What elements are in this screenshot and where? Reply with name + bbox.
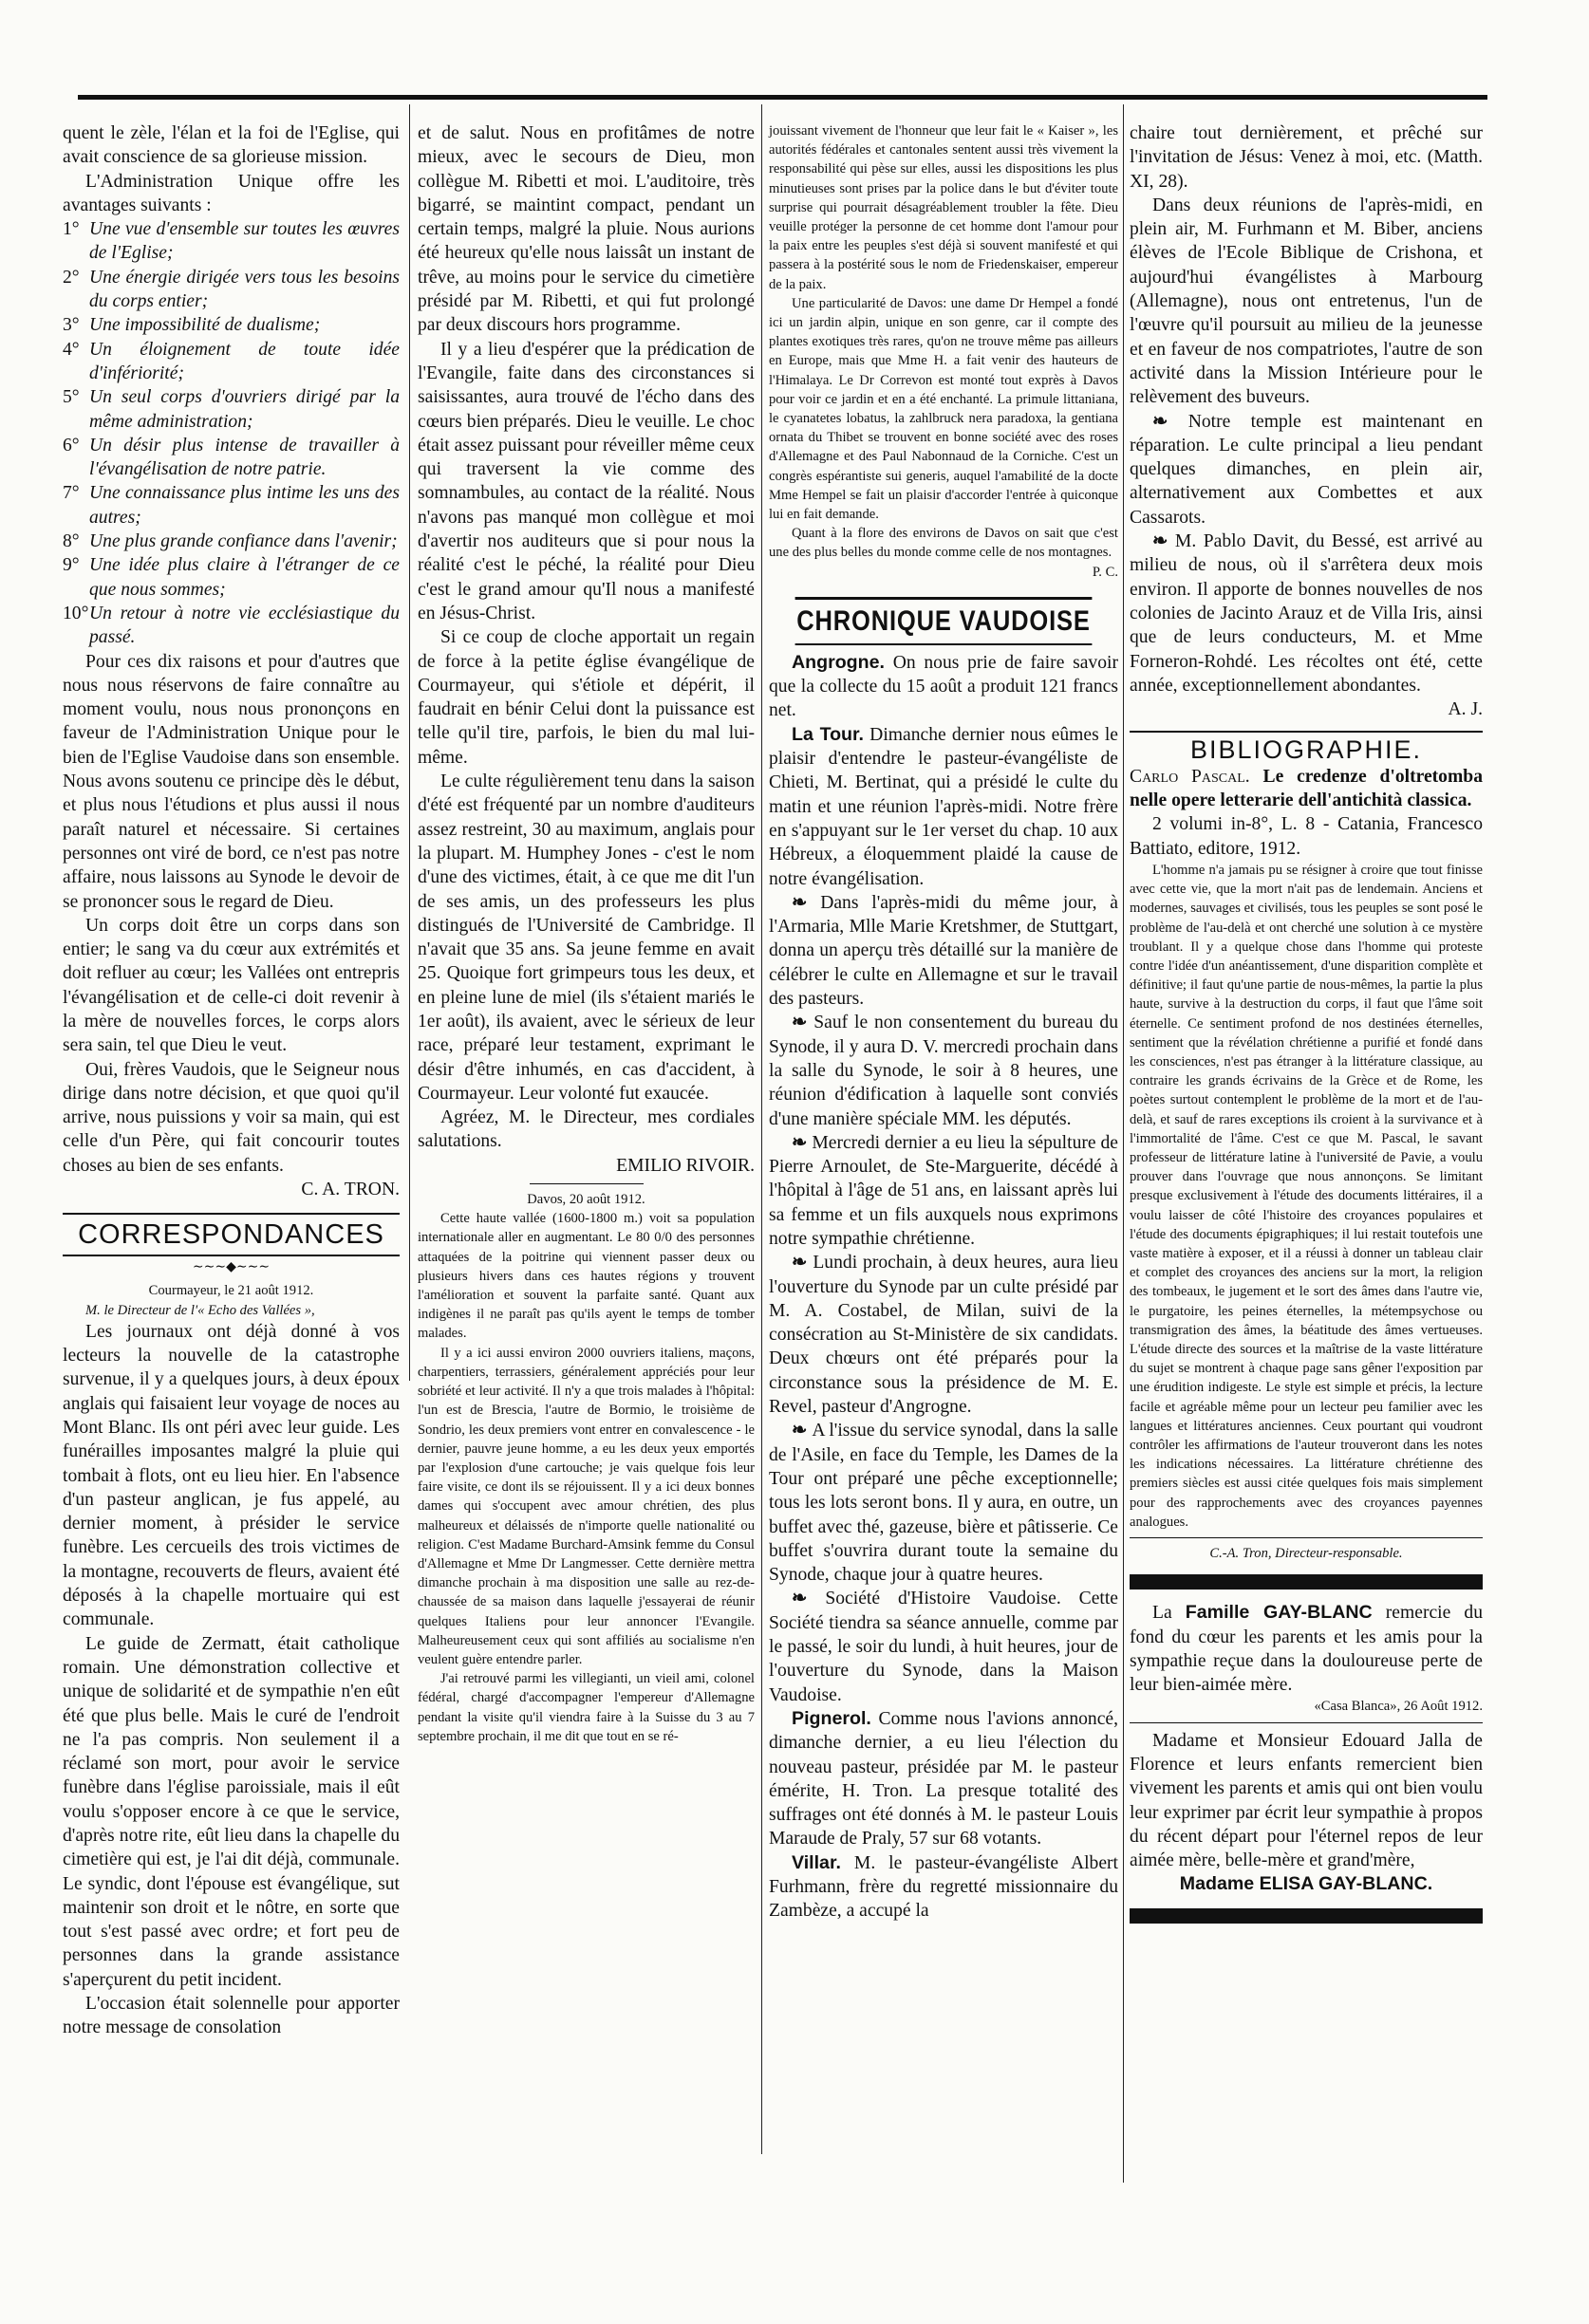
ornament: ∼∼∼◆∼∼∼	[192, 1260, 271, 1275]
bullet-icon: ❧	[792, 1132, 813, 1153]
column-divider	[409, 104, 410, 1381]
bibliographie-heading: BIBLIOGRAPHIE.	[1130, 731, 1483, 762]
paragraph: Oui, frères Vaudois, que le Seigneur nous dirige dans notre décision, et que quoi qu'il arrive, nous puissions y voir sa main, qui est celle d'un Père, qui fait concourir toutes choses au bien de ses enfants.	[63, 1059, 400, 1176]
bullet-icon: ❧	[1152, 531, 1175, 552]
divider	[1130, 1722, 1483, 1723]
paragraph: quent le zèle, l'élan et la foi de l'Eglise, qui avait conscience de sa glorieuse mission.	[63, 123, 400, 168]
news-item: ❧ Notre temple est maintenant en réparation. Le culte principal a lieu pendant quelques dimanches, en plein air, alternativement aux Combettes et aux Cassarots.	[1130, 411, 1483, 528]
news-item: ❧ Lundi prochain, à deux heures, aura lieu l'ouverture du Synode par un culte présidé par M. A. Costabel, de Milan, suivi de la consécration au St-Ministère de six candidats. Deux chœurs ont été préparés pour la circonstance sous la présidence de M. E. Revel, pasteur d'Angrogne.	[769, 1253, 1118, 1418]
paragraph: Il y a ici aussi environ 2000 ouvriers italiens, maçons, charpentiers, terrassiers, généralement appréciés pour leur sobriété et leur activité. Il n'y a que trois malades à l'hôpital: l'un est de Brescia, l'autre de Bormio, le troisième de Sondrio, les deux premiers vont entrer en convalescence - le dernier, pauvre jeune homme, a eu les deux yeux emportés par l'explosion d'une cartouche; je vais quelque fois leur faire visite, ce dont ils se réjouissent. Il y a ici deux bonnes dames qui s'occupent avec amour chrétien, des plus malheureux et délaissés de n'importe quelle nationalité ou religion. C'est Madame Burchard-Amsink femme du Consul d'Allemagne et Mme Dr Langmesser. Cette dernière mettra dimanche prochain à ma disposition une salle au rez-de-chaussée de sa maison dans laquelle j'essayerai de réunir quelques Italiens pour leur annoncer l'Evangile. Malheureusement ceux qui sont affiliés au socialisme n'en veulent guère entendre parler.	[418, 1345, 755, 1667]
list-item: 2° Une énergie dirigée vers tous les besoins du corps entier;	[63, 267, 400, 312]
paragraph: Cette haute vallée (1600-1800 m.) voit sa population internationale aller en augmentant. Le 80 0/0 des personnes attaquées de la poitrine qui viennent passer deux ou plusieurs hivers dans ces hautes régions y trouvent l'amélioration et souvent la parfaite santé. Quant aux indigènes il ne paraît pas qu'ils ayent le temps de tomber malades.	[418, 1211, 755, 1342]
black-band	[1130, 1574, 1483, 1590]
paragraph: Pour ces dix raisons et pour d'autres que nous nous réservons de faire connaître au moment voulu, nous nous prononçons en faveur de l'Administration Unique pour le bien de l'Eglise Vaudoise dans son ensemble. Nous avons soutenu ce principe dès le début, et plus nous l'étudions et plus aussi il nous paraît naturel et nécessaire. Si certaines personnes ont viré de bord, ce n'est pas notre affaire, nous laissons au Synode le devoir de se prononcer sous le regard de Dieu.	[63, 651, 400, 912]
list-item: 1° Une vue d'ensemble sur toutes les œuvres de l'Eglise;	[63, 219, 400, 264]
news-item: ❧ A l'issue du service synodal, dans la salle de l'Asile, en face du Temple, les Dames de la Tour ont préparé une pêche exceptionnelle; tous les lots seront bons. Il y aura, en outre, un buffet avec thé, gazeuse, bière et pâtisserie. Ce buffet s'ouvrira durant toute la semaine du Synode, chaque jour à quatre heures.	[769, 1421, 1118, 1586]
paragraph: Une particularité de Davos: une dame Dr Hempel a fondé ici un jardin alpin, unique en son genre, car il compte des plantes exotiques très rares, qu'on ne trouve même pas ailleurs en Europe, mais que Mme H. a fait venir des hauteurs de l'Himalaya. Le Dr Correvon est monté tout exprès à Davos pour voir ce jardin et en a été enchanté. La primule littaniana, le cyanatetes lobatus, la zahlbruck nera paradoxa, la gentiana ornata du Thibet se trouvent en bonne société avec des roses d'Allemagne et des Paul Nabonnaud de la Corniche. C'est un congrès espérantiste sui generis, auquel l'amabilité de la docte Mme Hempel se fait un plaisir d'accorder l'entrée à quiconque lui en fait demande.	[769, 295, 1118, 523]
advantages-list	[63, 217, 400, 649]
book-publication: 2 volumi in-8°, L. 8 - Catania, Francesco Battiato, editore, 1912.	[1130, 814, 1483, 859]
signature: EMILIO RIVOIR.	[616, 1155, 755, 1176]
list-item: 10° Un retour à notre vie ecclésiastique du passé.	[63, 603, 400, 648]
list-item: 8° Une plus grande confiance dans l'avenir;	[63, 531, 398, 552]
bullet-icon: ❧	[792, 1253, 813, 1274]
divider	[530, 1183, 644, 1184]
news-item: ❧ Dans l'après-midi du même jour, à l'Armaria, Mlle Marie Kretshmer, de Stuttgart, donna un aperçu très détaillé sur la manière de célébrer le culte en Allemagne et sur le travail des pasteurs.	[769, 892, 1118, 1010]
book-reference: Carlo Pascal. Le credenze d'oltretomba nelle opere letterarie dell'antichità classica.	[1130, 766, 1483, 811]
signature: C. A. TRON.	[301, 1180, 400, 1200]
paragraph: L'occasion était solennelle pour apporter notre message de consolation	[63, 1994, 400, 2038]
bullet-icon: ❧	[1152, 411, 1188, 432]
list-item: 9° Une idée plus claire à l'étranger de ce que nous sommes;	[63, 555, 400, 600]
paragraph: L'Administration Unique offre les avantages suivants :	[63, 171, 400, 215]
paragraph: Le culte régulièrement tenu dans la saison d'été est fréquenté par un nombre d'auditeurs assez restreint, 30 au maximum, anglais pour la plupart. M. Humphey Jones - c'est le nom d'une des victimes, était, à ce que me dit l'un de ses amis, un des professeurs les plus distingués de l'Université de Cambridge. Il n'avait que 35 ans. Sa jeune femme en avait 25. Quoique fort grimpeurs tous les deux, et en pleine lune de miel (ils s'étaient mariés le 1er août), ils avaient, avec le sérieux de leur race, préparé leur testament, exprimant le désir d'être inhumés, en cas d'accident, à Courmayeur. Leur volonté fut exaucée.	[418, 772, 755, 1104]
column-1	[63, 121, 400, 2040]
bullet-icon: ❧	[792, 892, 821, 913]
correspondances-heading: CORRESPONDANCES	[63, 1213, 400, 1256]
bullet-icon: ❧	[792, 1421, 813, 1441]
divider	[1130, 1537, 1483, 1538]
paragraph: Quant à la flore des environs de Davos on sait que c'est une des plus belles du monde comme celle de nos montagnes.	[769, 526, 1118, 561]
dateline: Courmayeur, le 21 août 1912.	[148, 1283, 314, 1299]
salutation: M. le Directeur de l'« Echo des Vallées »,	[85, 1302, 315, 1318]
notice-gay-blanc: La Famille GAY-BLANC remercie du fond du cœur les parents et les amis pour la sympathie reçue dans la douloureuse perte de leur bien-aimée mère.	[1130, 1602, 1484, 1696]
paragraph: jouissant vivement de l'honneur que leur fait le « Kaiser », les autorités fédérales et cantonales sentent aussi très vivement la responsabilité qui pèse sur elles, aussi les dispositions les plus minutieuses sont prises par la police dans le but d'éviter toute surprise qui pourrait désagréablement troubler la fête. Dieu veuille protéger la personne de cet homme dont l'amour pour la paix entre les peuples s'est déjà si souvent manifesté et qui passera à la postérité sous le nom de Friedenskaiser, empereur de la paix.	[769, 123, 1118, 292]
paragraph: Agréez, M. le Directeur, mes cordiales salutations.	[418, 1107, 755, 1152]
column-3	[769, 121, 1118, 1924]
list-item: 5° Un seul corps d'ouvriers dirigé par la même administration;	[63, 387, 400, 432]
paragraph: et de salut. Nous en profitâmes de notre mieux, avec le secours de Dieu, mon collègue M. Ribetti et moi. L'auditoire, très bigarré, se maintint compact, pendant un certain temps, malgré la pluie. Nous aurions été heureux qu'elle nous laissât un instant de trêve, au moins pour le service du cimetière présidé par M. Ribetti, et qui fut prolongé par deux discours hors programme.	[418, 123, 755, 336]
bullet-icon: ❧	[792, 1013, 814, 1033]
column-4	[1130, 121, 1483, 1935]
column-divider	[761, 104, 762, 2154]
paragraph: Si ce coup de cloche apportait un regain de force à la petite église évangélique de Courmayeur, qui s'étiole et dépérit, il faudrait en bénir Celui dont la puissance est telle qu'il tire, parfois, le bien du mal lui-même.	[418, 627, 755, 768]
black-band	[1130, 1908, 1483, 1924]
signature: P. C.	[1092, 564, 1118, 580]
paragraph: Un corps doit être un corps dans son entier; le sang va du cœur aux extrémités et doit refluer au cœur; les Vallées ont entrepris l'évangélisation et de celle-ci doit revenir à la mère de nouvelles forces, le corps alors sera sain, tel que Dieu le veut.	[63, 915, 400, 1056]
column-divider	[1123, 104, 1124, 2183]
dateline: Davos, 20 août 1912.	[527, 1192, 645, 1208]
paragraph: J'ai retrouvé parmi les villegianti, un vieil ami, colonel fédéral, chargé d'accompagner l'empereur d'Allemagne pendant la visite qu'il viendra faire à la Suisse du 3 au 7 septembre prochain, il me dit que tout en se ré-	[418, 1671, 755, 1744]
notice-name: Madame ELISA GAY-BLANC.	[1179, 1873, 1433, 1895]
paragraph: Les journaux ont déjà donné à vos lecteurs la nouvelle de la catastrophe survenue, il y a quelques jours, à deux époux anglais qui faisaient leur voyage de noces au Mont Blanc. Ils ont péri avec leur guide. Les funérailles imposantes malgré la pluie qui tombait à flots, ont eu lieu hier. En l'absence d'un pasteur anglican, je fus appelé, au dernier moment, à présider le service funèbre. Les cercueils des trois victimes de la montagne, recouverts de fleurs, avaient été déposés à la chapelle mortuaire qui est communale.	[63, 1321, 400, 1630]
director-line: C.-A. Tron, Directeur-responsable.	[1209, 1546, 1403, 1562]
paragraph: Le guide de Zermatt, était catholique romain. Une démonstration collective et unique de solidarité et de sympathie n'en eût été que plus belle. Mais le curé de l'endroit ne l'a pas compris. Non seulement il a réclamé son mort, pour avoir le service funèbre dans l'église paroissiale, mais il eût voulu s'opposer encore à ce que le service, d'après notre rite, eût lieu dans la chapelle du cimetière qui est, je l'ai dit déjà, communale. Le syndic, dont l'épouse est évangélique, sut maintenir son droit et le nôtre, en sorte que tout s'est passé avec ordre; et fort peu de personnes dans la grande assistance s'aperçurent du petit incident.	[63, 1633, 400, 1990]
list-item: 3° Une impossibilité de dualisme;	[63, 315, 321, 336]
paragraph: Il y a lieu d'espérer que la prédication de l'Evangile, faite dans des circonstances si saisissantes, aura trouvé de l'écho dans des cœurs bien préparés. Dieu le veuille. Le choc était assez puissant pour réveiller même ceux qui traversent la vie comme des somnambules, au contact de la réalité. Nous n'avons pas manqué mon collègue et moi d'avertir nos auditeurs que si pour nous la réalité c'est le péché, la réalité pour Dieu c'est le grand amour qu'Il nous a manifesté en Jésus-Christ.	[418, 339, 755, 623]
news-item: ❧ Société d'Histoire Vaudoise. Cette Société tiendra sa séance annuelle, comme par le passé, le soir du lundi, à huit heures, jour de l'ouverture du Synode, dans la Maison Vaudoise.	[769, 1589, 1118, 1705]
book-review: L'homme n'a jamais pu se résigner à croire que tout finisse avec cette vie, que la mort n'ait pas de lendemain. Anciens et modernes, sauvages et civilisés, tous les peuples se sont posé le problème de l'au-delà et ont cherché une solution à ce mystère troublant. Il y a quelque chose dans l'homme qui proteste contre l'idée d'un anéantissement, d'une disparition complète et définitive; il faut qu'une partie de nous-mêmes, la partie la plus haute, survive à la destruction du corps, il faut que l'âme soit éternelle. Ce sentiment profond de nos destinées éternelles, sentiment que la révélation chrétienne a purifié et fondé dans les consciences, n'est pas étranger à la littérature classique, au contraire les grands écrivains de la Grèce et de Rome, les poètes surtout contemplent le problème de la mort et de l'au-delà, et sauf de rares exceptions ils croient à la survivance et à l'immortalité de l'âme. C'est ce que M. Pascal, le savant professeur de littérature latine à l'université de Pavie, a voulu prouver dans l'ouvrage que nous annonçons. Se limitant presque exclusivement à l'étude des documents littéraires, il a voulu laisser de côté l'histoire des croyances populaires et l'étude des documents épigraphiques; il lui restait toutefois une vaste matière à exposer, et il a réussi à donner un tableau clair et complet des croyances des anciens sur la mort, la religion des tombeaux, le jugement et le sort des âmes dans l'autre vie, le purgatoire, les peines éternelles, la métempsychose ou transmigration des âmes, la béatitude des âmes vertueuses. L'étude directe des sources et la maîtrise de la vaste littérature du sujet se montrent à chaque page sans gêner l'exposition par une érudition indigeste. Le style est simple et précis, la lecture facile et agréable même pour un lecteur peu familier avec les langues et littératures anciennes. Ceux pourtant qui voudront contrôler les affirmations de l'auteur trouveront dans les notes les indications nécessaires. La littérature chrétienne des premiers siècles est aussi citée quelques fois mais simplement pour des rapprochements avec des croyances payennes analogues.	[1130, 862, 1483, 1530]
news-item: Villar. M. le pasteur-évangéliste Albert Furhmann, frère du regretté missionnaire du Zambèze, a accupé la	[769, 1851, 1118, 1922]
news-item: Angrogne. On nous prie de faire savoir que la collecte du 15 août a produit 121 francs net.	[769, 651, 1118, 721]
news-item: Pignerol. Comme nous l'avions annoncé, dimanche dernier, a eu lieu l'élection du nouveau pasteur, présidée par M. le pasteur émérite, H. Tron. La presque totalité des suffrages ont été donnés à M. le pasteur Louis Maraude de Praly, 57 sur 68 votants.	[769, 1707, 1118, 1850]
bullet-icon: ❧	[792, 1589, 826, 1609]
paragraph: chaire tout dernièrement, et prêché sur l'invitation de Jésus: Venez à moi, etc. (Matth. XI, 28).	[1130, 123, 1483, 192]
news-item: ❧ M. Pablo Davit, du Bessé, est arrivé au milieu de nous, où il s'arrêtera deux mois environ. Il apporte de bonnes nouvelles de nos colonies de Jacinto Arauz et de Villa Iris, ainsi que de leurs conducteurs, M. et Mme Forneron-Rohdé. Les récoltes ont été, cette année, exceptionnellement abondantes.	[1130, 531, 1483, 696]
notice-dateline: «Casa Blanca», 26 Août 1912.	[1314, 1699, 1483, 1715]
list-item: 6° Un désir plus intense de travailler à l'évangélisation de notre patrie.	[63, 435, 400, 480]
news-item: La Tour. Dimanche dernier nous eûmes le plaisir d'entendre le pasteur-évangéliste de Chieti, M. Bertinat, qui a présidé le culte du matin et une réunion l'après-midi. Notre frère en s'appuyant sur le 1er verset du chap. 10 aux Hébreux, a éloquemment plaidé la cause de notre évangélisation.	[769, 723, 1118, 889]
list-item: 4° Un éloignement de toute idée d'infériorité;	[63, 339, 400, 383]
top-rule	[78, 95, 1487, 100]
signature: A. J.	[1448, 699, 1483, 720]
chronique-heading: CHRONIQUE VAUDOISE	[795, 597, 1093, 645]
notice-jalla: Madame et Monsieur Edouard Jalla de Florence et leurs enfants remercient bien vivement les parents et amis qui ont bien voulu leur exprimer par écrit leur sympathie à propos du récent départ pour l'éternel repos de leur aimée mère, belle-mère et grand'mère,	[1130, 1730, 1483, 1871]
list-item: 7° Une connaissance plus intime les uns des autres;	[63, 483, 400, 528]
news-item: ❧ Sauf le non consentement du bureau du Synode, il y aura D. V. mercredi prochain dans la salle du Synode, le soir à 8 heures, une réunion d'édification à laquelle sont conviés d'une manière spéciale MM. les députés.	[769, 1013, 1118, 1129]
news-item: ❧ Mercredi dernier a eu lieu la sépulture de Pierre Arnoulet, de Ste-Marguerite, décédé à l'hôpital à l'âge de 51 ans, en laissant après lui sa femme et un fils auxquels nous exprimons notre sympathie chrétienne.	[769, 1132, 1118, 1249]
paragraph: Dans deux réunions de l'après-midi, en plein air, M. Furhmann et M. Biber, anciens élèves de l'Ecole Biblique de Crishona, et aujourd'hui évangélistes à Marbourg (Allemagne), nous ont entretenus, l'un de l'œuvre qu'il poursuit au milieu de la jeunesse et en faveur de nos compatriotes, l'autre de son activité dans la Mission Intérieure pour le relèvement des buveurs.	[1130, 195, 1483, 408]
column-2	[418, 121, 755, 1746]
